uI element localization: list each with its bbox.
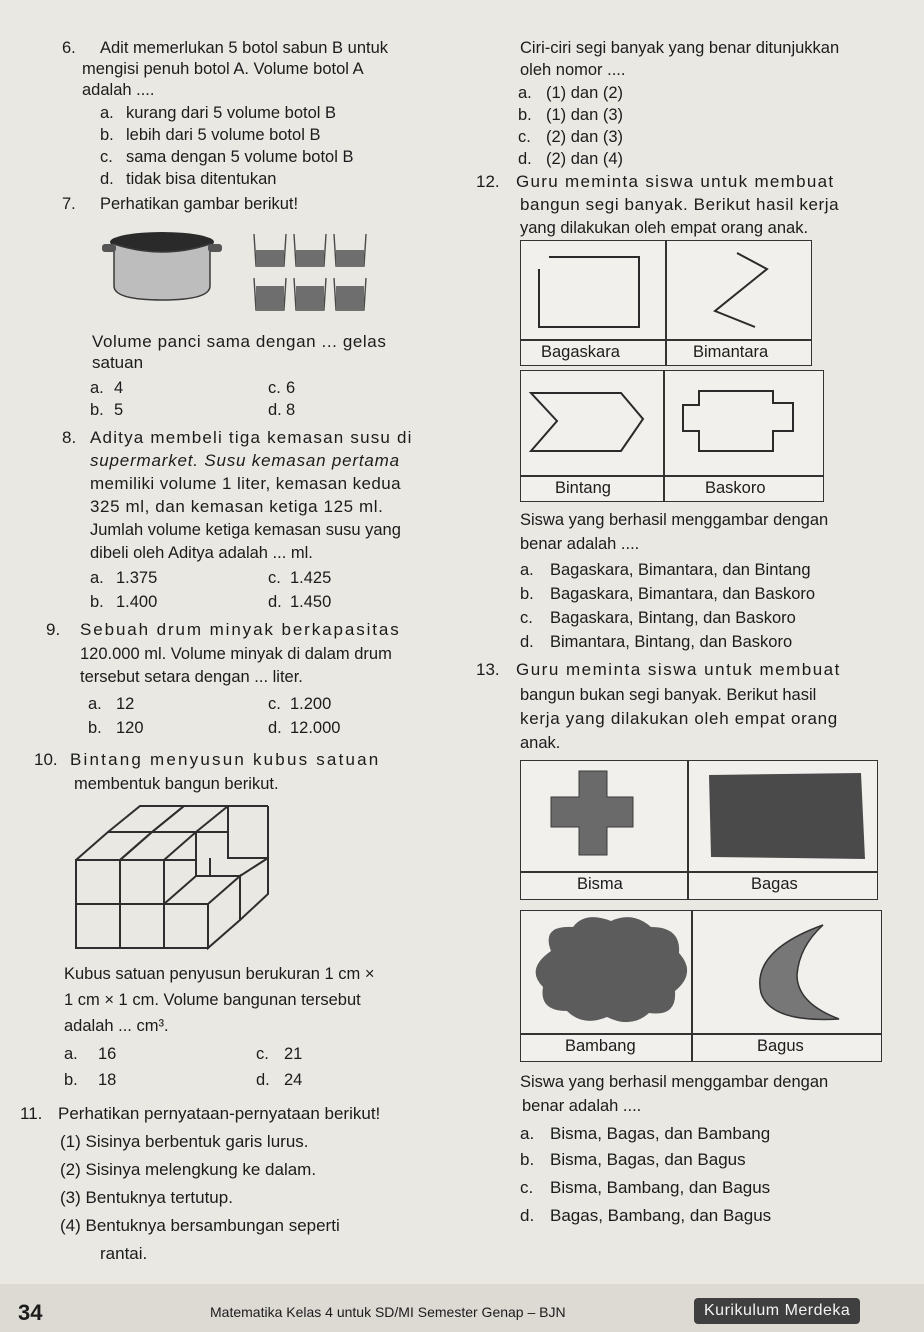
- q9-opt-c: 1.200: [290, 695, 332, 713]
- q9-line-2: 120.000 ml. Volume minyak di dalam drum: [80, 645, 392, 663]
- drawing-bagas: [521, 761, 877, 871]
- q6-opt-a: kurang dari 5 volume botol B: [126, 104, 337, 122]
- q11-right-line-1: Ciri-ciri segi banyak yang benar ditunjukkan: [520, 39, 840, 57]
- q13-number: 13.: [476, 660, 500, 679]
- q8-line-6: dibeli oleh Aditya adalah ... ml.: [90, 544, 313, 562]
- q11-statement-4: (4) Bentuknya bersambungan seperti: [60, 1216, 340, 1235]
- q13-line-3: kerja yang dilakukan oleh empat orang: [520, 709, 838, 728]
- q6-opt-d: tidak bisa ditentukan: [126, 170, 277, 188]
- q11-opt-a-letter: a.: [518, 84, 532, 102]
- q12-opt-c: Bagaskara, Bintang, dan Baskoro: [550, 609, 796, 627]
- q11-opt-c: (2) dan (3): [546, 128, 624, 146]
- q6-opt-c: sama dengan 5 volume botol B: [126, 148, 354, 166]
- q10-after-line-2: 1 cm × 1 cm. Volume bangunan tersebut: [64, 991, 361, 1009]
- q9-opt-b-letter: b.: [88, 719, 102, 737]
- q11-opt-b: (1) dan (3): [546, 106, 624, 124]
- q9-opt-c-letter: c.: [268, 695, 281, 713]
- q12-after-line-2: benar adalah ....: [520, 535, 640, 553]
- q9-line-1: Sebuah drum minyak berkapasitas: [80, 620, 401, 639]
- q9-number: 9.: [46, 620, 61, 639]
- q13-opt-b-letter: b.: [520, 1150, 535, 1169]
- q8-opt-c-letter: c.: [268, 569, 281, 587]
- q7-opt-b: 5: [114, 401, 124, 419]
- q12-line-2: bangun segi banyak. Berikut hasil kerja: [520, 195, 840, 214]
- q11-statement-2: (2) Sisinya melengkung ke dalam.: [60, 1160, 317, 1179]
- q10-opt-b: 18: [98, 1071, 117, 1089]
- q12-opt-b-letter: b.: [520, 585, 534, 603]
- q8-opt-b-letter: b.: [90, 593, 104, 611]
- q6-line-1: Adit memerlukan 5 botol sabun B untuk: [100, 39, 389, 57]
- drawing-bagus: [521, 911, 881, 1033]
- name-bagas: Bagas: [751, 875, 798, 893]
- q7-line: Perhatikan gambar berikut!: [100, 195, 299, 213]
- name-bagaskara: Bagaskara: [541, 343, 620, 361]
- q6-opt-b-letter: b.: [100, 126, 114, 144]
- name-bintang: Bintang: [555, 479, 611, 497]
- q6-opt-a-letter: a.: [100, 104, 114, 122]
- q11-opt-b-letter: b.: [518, 106, 532, 124]
- unit-cube-structure-figure: [70, 800, 280, 952]
- q11-right-line-2: oleh nomor ....: [520, 61, 626, 79]
- q8-opt-a: 1.375: [116, 569, 158, 587]
- q7-question-line-1: Volume panci sama dengan ... gelas: [92, 332, 387, 351]
- q13-opt-a-letter: a.: [520, 1124, 535, 1143]
- q13-opt-b: Bisma, Bagas, dan Bagus: [550, 1150, 746, 1169]
- q9-line-3: tersebut setara dengan ... liter.: [80, 668, 303, 686]
- drawing-bimantara: [521, 241, 811, 339]
- q10-opt-b-letter: b.: [64, 1071, 78, 1089]
- name-bambang: Bambang: [565, 1037, 636, 1055]
- q12-line-1: Guru meminta siswa untuk membuat: [516, 172, 835, 191]
- q10-line-1: Bintang menyusun kubus satuan: [70, 750, 381, 769]
- q12-opt-a: Bagaskara, Bimantara, dan Bintang: [550, 561, 811, 579]
- q11-opt-d-letter: d.: [518, 150, 532, 168]
- curriculum-badge: Kurikulum Merdeka: [694, 1298, 860, 1324]
- q13-figure-row-2: [520, 910, 882, 1062]
- q11-opt-a: (1) dan (2): [546, 84, 624, 102]
- q13-after-line-2: benar adalah ....: [522, 1097, 642, 1115]
- q10-opt-c: 21: [284, 1045, 303, 1063]
- q7-question-line-2: satuan: [92, 353, 144, 372]
- q13-figure-row-1: [520, 760, 878, 900]
- q13-opt-c-letter: c.: [520, 1178, 534, 1197]
- q9-opt-a-letter: a.: [88, 695, 102, 713]
- name-bimantara: Bimantara: [693, 343, 769, 361]
- q13-opt-d: Bagas, Bambang, dan Bagus: [550, 1206, 772, 1225]
- q6-opt-b: lebih dari 5 volume botol B: [126, 126, 321, 144]
- q12-after-line-1: Siswa yang berhasil menggambar dengan: [520, 511, 829, 529]
- q8-line-5: Jumlah volume ketiga kemasan susu yang: [90, 521, 401, 539]
- q7-opt-c: 6: [286, 379, 296, 397]
- q6-line-3: adalah ....: [82, 81, 155, 99]
- q11-statement-3: (3) Bentuknya tertutup.: [60, 1188, 233, 1207]
- q10-after-line-3: adalah ... cm³.: [64, 1017, 169, 1035]
- q12-figure-row-1: [520, 240, 812, 366]
- q8-line-1: Aditya membeli tiga kemasan susu di: [90, 428, 413, 447]
- q7-opt-b-letter: b.: [90, 401, 104, 419]
- q13-opt-c: Bisma, Bambang, dan Bagus: [550, 1178, 771, 1197]
- q8-line-3: memiliki volume 1 liter, kemasan kedua: [90, 474, 401, 493]
- q10-opt-c-letter: c.: [256, 1045, 269, 1063]
- q10-number: 10.: [34, 750, 58, 769]
- q7-opt-a-letter: a.: [90, 379, 104, 397]
- q9-opt-a: 12: [116, 695, 135, 713]
- pot-icon: [102, 232, 222, 300]
- q12-opt-b: Bagaskara, Bimantara, dan Baskoro: [550, 585, 816, 603]
- q10-opt-a: 16: [98, 1045, 117, 1063]
- q6-opt-c-letter: c.: [100, 148, 113, 166]
- q7-opt-d-letter: d.: [268, 401, 282, 419]
- glass-icon: [254, 234, 366, 266]
- pot-and-glasses-illustration: [100, 224, 370, 314]
- q13-opt-d-letter: d.: [520, 1206, 535, 1225]
- q11-opt-d: (2) dan (4): [546, 150, 624, 168]
- q13-opt-a: Bisma, Bagas, dan Bambang: [550, 1124, 771, 1143]
- name-bagus: Bagus: [757, 1037, 804, 1055]
- q10-line-2: membentuk bangun berikut.: [74, 775, 279, 793]
- q10-opt-a-letter: a.: [64, 1045, 78, 1063]
- q8-opt-a-letter: a.: [90, 569, 104, 587]
- q13-after-line-1: Siswa yang berhasil menggambar dengan: [520, 1073, 829, 1091]
- q13-line-4: anak.: [520, 734, 561, 752]
- q11-statement-1: (1) Sisinya berbentuk garis lurus.: [60, 1132, 309, 1151]
- q13-line-1: Guru meminta siswa untuk membuat: [516, 660, 841, 679]
- q11-statement-4-cont: rantai.: [100, 1244, 148, 1263]
- drawing-baskoro: [521, 371, 823, 475]
- q8-opt-d: 1.450: [290, 593, 332, 611]
- q6-line-2: mengisi penuh botol A. Volume botol A: [82, 60, 364, 78]
- q12-opt-d-letter: d.: [520, 633, 534, 651]
- q8-line-4: 325 ml, dan kemasan ketiga 125 ml.: [90, 497, 384, 516]
- q11-line: Perhatikan pernyataan-pernyataan berikut!: [58, 1104, 381, 1123]
- q9-opt-b: 120: [116, 719, 144, 737]
- q7-opt-a: 4: [114, 379, 124, 397]
- name-bisma: Bisma: [577, 875, 623, 893]
- q12-opt-d: Bimantara, Bintang, dan Baskoro: [550, 633, 793, 651]
- q6-number: 6.: [62, 39, 76, 57]
- q8-opt-d-letter: d.: [268, 593, 282, 611]
- q11-number: 11.: [20, 1104, 43, 1123]
- q12-opt-c-letter: c.: [520, 609, 533, 627]
- q9-opt-d: 12.000: [290, 719, 341, 737]
- q6-opt-d-letter: d.: [100, 170, 114, 188]
- q13-line-2: bangun bukan segi banyak. Berikut hasil: [520, 686, 817, 704]
- q8-number: 8.: [62, 428, 77, 447]
- page-number: 34: [18, 1300, 43, 1325]
- book-title: Matematika Kelas 4 untuk SD/MI Semester Genap – BJN: [210, 1304, 566, 1320]
- q7-opt-d: 8: [286, 401, 296, 419]
- q7-opt-c-letter: c.: [268, 379, 281, 397]
- q12-number: 12.: [476, 172, 500, 191]
- q10-after-line-1: Kubus satuan penyusun berukuran 1 cm ×: [64, 965, 375, 983]
- q11-opt-c-letter: c.: [518, 128, 531, 146]
- q12-opt-a-letter: a.: [520, 561, 534, 579]
- glass-icon: [254, 278, 366, 310]
- q7-number: 7.: [62, 195, 76, 213]
- q8-opt-c: 1.425: [290, 569, 332, 587]
- q9-opt-d-letter: d.: [268, 719, 282, 737]
- q10-opt-d: 24: [284, 1071, 303, 1089]
- q8-opt-b: 1.400: [116, 593, 158, 611]
- q12-figure-row-2: [520, 370, 824, 502]
- name-baskoro: Baskoro: [705, 479, 766, 497]
- q10-opt-d-letter: d.: [256, 1071, 270, 1089]
- q8-line-2: supermarket. Susu kemasan pertama: [90, 451, 400, 470]
- q12-line-3: yang dilakukan oleh empat orang anak.: [520, 219, 809, 237]
